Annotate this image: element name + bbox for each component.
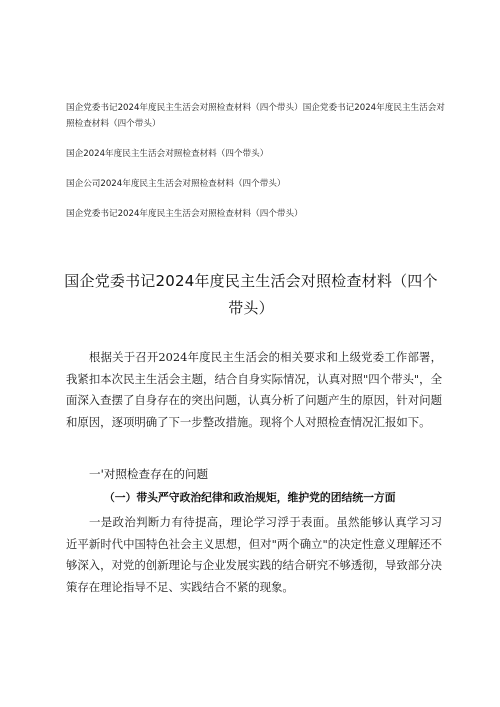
intro-paragraph: 根据关于召开2024年度民主生活会的相关要求和上级党委工作部署，我紧扣本次民主生活会主题，结合自身实际情况，认真对照"四个带头"，全面深入查摆了自身存在的突出问题，认真分析了问题产生的原因，针对问题和原因，逐项明确了下一步整改措施。现将个人对照检查情况汇报如下。 xyxy=(66,350,442,429)
section-heading: 一'对照检查存在的问题 xyxy=(89,467,209,481)
body-paragraph: 一是政治判断力有待提高，理论学习浮于表面。虽然能够认真学习习近平新时代中国特色社会主义思想，但对"两个确立"的决定性意义理解还不够深入，对党的创新理论与企业发展实践的结合研究不够透彻，导致部分决策存在理论指导不足、实践结合不紧的现象。 xyxy=(66,515,442,594)
toc-item[interactable]: 国企党委书记2024年度民主生活会对照检查材料（四个带头）国企党委书记2024年度民主生活会对照检查材料（四个带头） xyxy=(66,103,445,129)
subsection-heading: （一）带头严守政治纪律和政治规矩，维护党的团结统一方面 xyxy=(104,491,396,504)
toc-item[interactable]: 国企党委书记2024年度民主生活会对照检查材料（四个带头） xyxy=(66,209,303,219)
toc-item[interactable]: 国企公司2024年度民主生活会对照检查材料（四个带头） xyxy=(66,179,286,189)
table-of-contents xyxy=(66,100,452,236)
toc-item[interactable]: 国企2024年度民主生活会对照检查材料（四个带头） xyxy=(66,149,269,159)
document-title: 国企党委书记2024年度民主生活会对照检查材料（四个带头） xyxy=(64,272,438,317)
